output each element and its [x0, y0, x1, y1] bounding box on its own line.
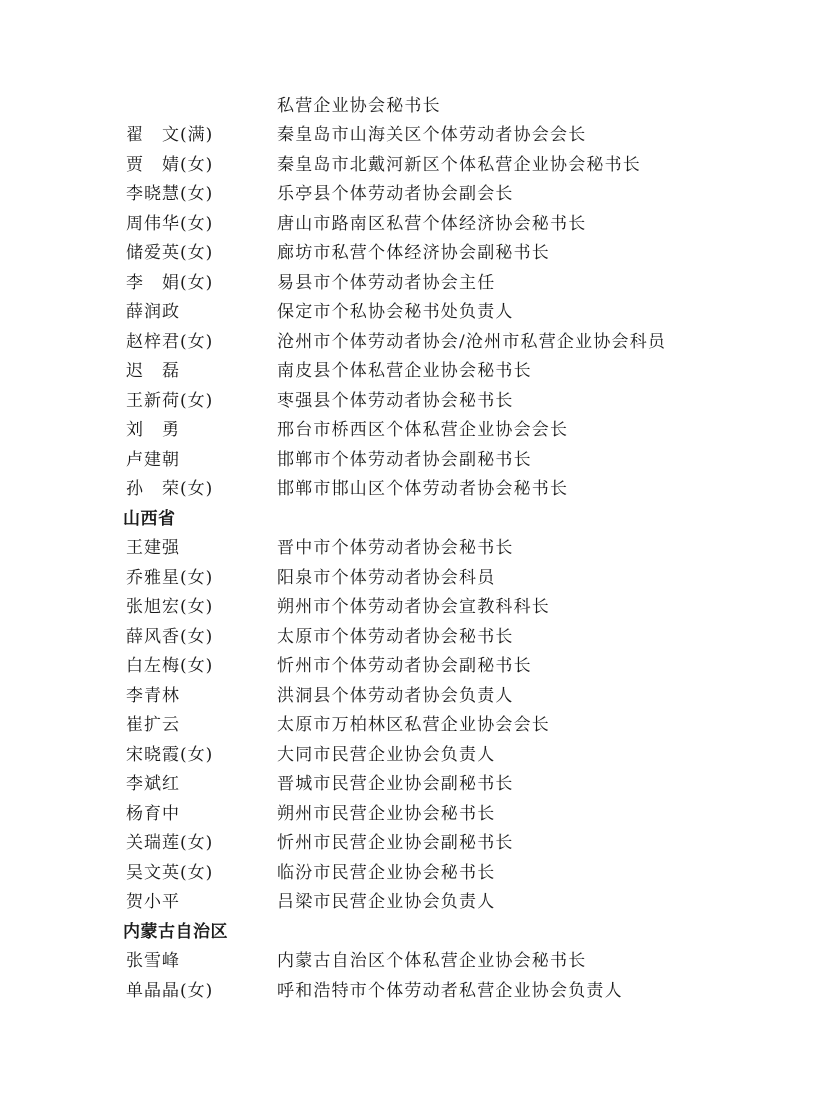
member-name: 储爱英(女)	[126, 243, 214, 263]
member-row	[0, 977, 816, 1007]
member-row	[0, 475, 816, 505]
member-row	[0, 446, 816, 476]
member-title: 朔州市民营企业协会秘书长	[277, 803, 496, 824]
member-title: 朔州市个体劳动者协会宣教科科长	[277, 597, 550, 617]
section-heading-row	[0, 505, 816, 535]
member-name: 杨育中	[126, 803, 180, 824]
member-row	[0, 623, 816, 653]
member-row	[0, 534, 816, 564]
member-title: 呼和浩特市个体劳动者私营企业协会负责人	[277, 980, 623, 1001]
member-title: 沧州市个体劳动者协会/沧州市私营企业协会科员	[277, 331, 667, 352]
member-name: 单晶晶(女)	[126, 980, 214, 1001]
member-name: 刘 勇	[126, 420, 180, 440]
member-name: 贾 婧(女)	[126, 154, 214, 175]
continuation-line	[0, 92, 816, 122]
province-heading: 山西省	[123, 508, 176, 529]
member-title: 邢台市桥西区个体私营企业协会会长	[277, 420, 569, 440]
section-heading-row	[0, 918, 816, 948]
member-row	[0, 652, 816, 682]
member-row	[0, 564, 816, 594]
member-title: 内蒙古自治区个体私营企业协会秘书长	[277, 951, 587, 971]
member-row	[0, 328, 816, 358]
member-row	[0, 121, 816, 151]
member-title: 易县市个体劳动者协会主任	[277, 272, 496, 293]
member-title: 保定市个私协会秘书处负责人	[277, 302, 514, 322]
member-title: 晋城市民营企业协会副秘书长	[277, 774, 514, 794]
member-row	[0, 298, 816, 328]
member-title: 廊坊市私营个体经济协会副秘书长	[277, 243, 550, 263]
member-row	[0, 151, 816, 181]
member-name: 赵梓君(女)	[126, 331, 214, 352]
member-title: 邯郸市邯山区个体劳动者协会秘书长	[277, 479, 569, 499]
member-row	[0, 741, 816, 771]
member-row	[0, 829, 816, 859]
member-name: 王建强	[126, 538, 180, 558]
member-row	[0, 416, 816, 446]
member-row	[0, 770, 816, 800]
member-name: 周伟华(女)	[126, 213, 214, 234]
member-name: 张雪峰	[126, 951, 180, 971]
member-title: 私营企业协会秘书长	[277, 96, 441, 116]
province-heading: 内蒙古自治区	[123, 921, 228, 942]
member-row	[0, 711, 816, 741]
member-title: 忻州市个体劳动者协会副秘书长	[277, 656, 532, 676]
member-name: 卢建朝	[126, 449, 180, 470]
member-name: 李斌红	[126, 774, 180, 794]
member-row	[0, 800, 816, 830]
member-row	[0, 239, 816, 269]
member-name: 翟 文(满)	[126, 125, 214, 145]
member-title: 唐山市路南区私营个体经济协会秘书长	[277, 213, 587, 234]
member-title: 乐亭县个体劳动者协会副会长	[277, 184, 514, 204]
member-name: 吴文英(女)	[126, 862, 214, 883]
member-row	[0, 859, 816, 889]
member-title: 太原市万柏林区私营企业协会会长	[277, 715, 550, 735]
member-row	[0, 357, 816, 387]
member-name: 李晓慧(女)	[126, 184, 214, 204]
member-title: 阳泉市个体劳动者协会科员	[277, 567, 496, 588]
member-row	[0, 210, 816, 240]
member-title: 秦皇岛市北戴河新区个体私营企业协会秘书长	[277, 154, 641, 175]
member-row	[0, 269, 816, 299]
member-title: 枣强县个体劳动者协会秘书长	[277, 390, 514, 411]
member-name: 王新荷(女)	[126, 390, 214, 411]
member-row	[0, 180, 816, 210]
member-name: 薛润政	[126, 302, 180, 322]
member-title: 大同市民营企业协会负责人	[277, 744, 496, 765]
member-name: 李青林	[126, 685, 180, 706]
member-row	[0, 593, 816, 623]
member-title: 吕梁市民营企业协会负责人	[277, 892, 496, 912]
member-row	[0, 387, 816, 417]
member-name: 李 娟(女)	[126, 272, 214, 293]
member-row	[0, 888, 816, 918]
member-title: 临汾市民营企业协会秘书长	[277, 862, 496, 883]
member-name: 关瑞莲(女)	[126, 833, 214, 853]
member-title: 秦皇岛市山海关区个体劳动者协会会长	[277, 125, 587, 145]
member-row	[0, 947, 816, 977]
member-name: 迟 磊	[126, 361, 180, 381]
member-name: 崔扩云	[126, 715, 180, 735]
member-name: 张旭宏(女)	[126, 597, 214, 617]
member-name: 乔雅星(女)	[126, 567, 214, 588]
member-row	[0, 682, 816, 712]
member-name: 薛风香(女)	[126, 626, 214, 647]
member-title: 邯郸市个体劳动者协会副秘书长	[277, 449, 532, 470]
member-title: 晋中市个体劳动者协会秘书长	[277, 538, 514, 558]
member-name: 贺小平	[126, 892, 180, 912]
member-name: 宋晓霞(女)	[126, 744, 214, 765]
member-name: 白左梅(女)	[126, 656, 214, 676]
member-title: 太原市个体劳动者协会秘书长	[277, 626, 514, 647]
member-title: 洪洞县个体劳动者协会负责人	[277, 685, 514, 706]
member-title: 南皮县个体私营企业协会秘书长	[277, 361, 532, 381]
member-title: 忻州市民营企业协会副秘书长	[277, 833, 514, 853]
member-name: 孙 荣(女)	[126, 479, 214, 499]
